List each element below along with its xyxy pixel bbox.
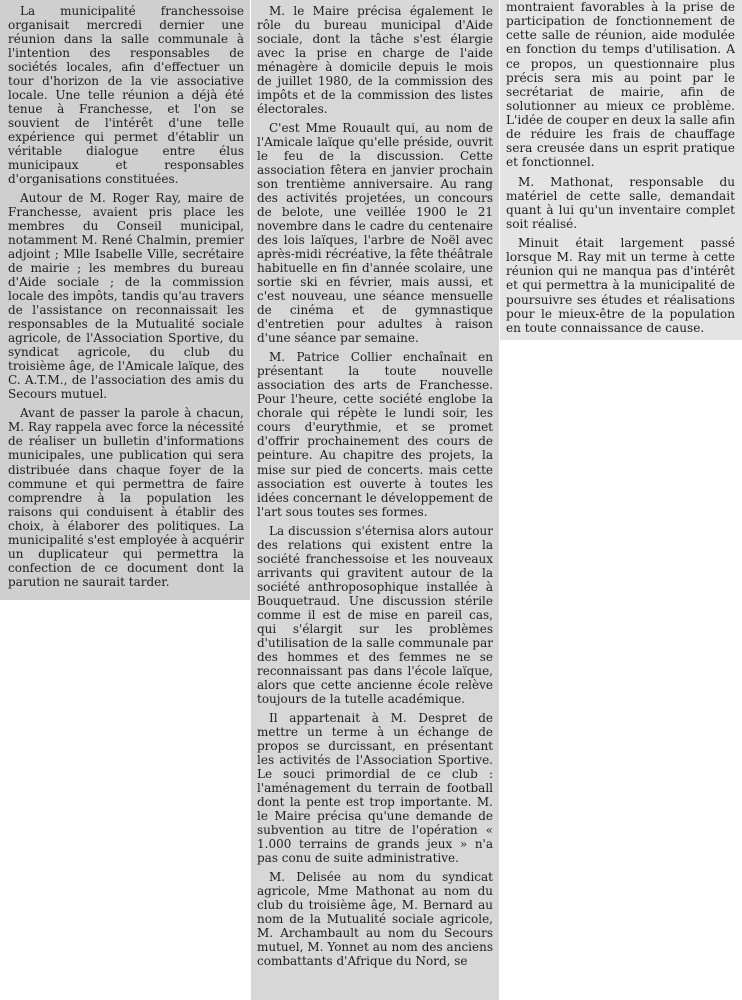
paragraph: La discussion s'éternisa alors autour des relations qui existent entre la société franchessoise et les nouveaux arrivants qui gravitent autour de la société anthroposophique installée à Bouquetraud. Une discussion stérile comme il est de mise en pareil cas, qui s'élargit sur les problèmes d'utilisation de la salle communale par des hommes et des femmes ne se reconnaissant pas dans l'école laïque, alors que cette ancienne école relève toujours de la tutelle académique. (257, 523, 493, 706)
paragraph: M. Delisée au nom du syndicat agricole, Mme Mathonat au nom du club du troisième âge, M. Bernard au nom de la Mutualité sociale agricole, M. Archambault au nom du Secours mutuel, M. Yonnet au nom des anciens combattants d'Afrique du Nord, se (257, 869, 493, 969)
article-column-1 (0, 0, 250, 600)
article-column-2 (251, 0, 499, 1000)
paragraph: Avant de passer la parole à chacun, M. Ray rappela avec force la nécessité de réaliser un bulletin d'informations municipales, une publication qui sera distribuée dans chaque foyer de la commune et qui permettra de faire comprendre à la population les raisons qui conduisent à établir des choix, à élaborer des politiques. La municipalité s'est employée à acquérir un duplicateur qui permettra la confection de ce document dont la parution ne saurait tarder. (8, 406, 244, 589)
paragraph: M. Patrice Collier enchaînait en présentant la toute nouvelle association des arts de Franchesse. Pour l'heure, cette société englobe la chorale qui répète le lundi soir, les cours d'eurythmie, et se promet d'offrir prochainement des cours de peinture. Au chapitre des projets, la mise sur pied de concerts. mais cette association est ouverte à toutes les idées concernant le développement de l'art sous toutes ses formes. (257, 350, 493, 519)
paragraph: La municipalité franchessoise organisait mercredi dernier une réunion dans la salle communale à l'intention des responsables de sociétés locales, afin d'effectuer un tour d'horizon de la vie associative locale. Une telle réunion a déjà été tenue à Franchesse, et l'on se souvient de l'intérêt d'une telle expérience qui permet d'établir un véritable dialogue entre élus municipaux et responsables d'organisations constituées. (8, 4, 244, 187)
paragraph: Il appartenait à M. Despret de mettre un terme à un échange de propos se durcissant, en présentant les activités de l'Association Sportive. Le souci primordial de ce club : l'aménagement du terrain de football dont la pente est trop importante. M. le Maire précisa qu'une demande de subvention au titre de l'opération « 1.000 terrains de grands jeux » n'a pas conu de suite administrative. (257, 710, 493, 865)
article-column-3 (500, 0, 742, 340)
paragraph: M. Mathonat, responsable du matériel de cette salle, demandait quant à lui qu'un inventaire complet soit réalisé. (506, 174, 735, 231)
paragraph: C'est Mme Rouault qui, au nom de l'Amicale laïque qu'elle préside, ouvrit le feu de la discussion. Cette association fêtera en janvier prochain son trentième anniversaire. Au rang des activités projetées, un concours de belote, une veillée 1900 le 21 novembre dans le cadre du centenaire des lois laïques, l'arbre de Noël avec après-midi récréative, la fête théâtrale habituelle en fin d'année scolaire, une sortie ski en février, mais aussi, et c'est nouveau, une séance mensuelle de cinéma et de gymnastique d'entretien pour adultes à raison d'une séance par semaine. (257, 121, 493, 346)
paragraph: M. le Maire précisa également le rôle du bureau municipal d'Aide sociale, dont la tâche s'est élargie avec la prise en charge de l'aide ménagère à domicile depuis le mois de juillet 1980, de la commission des impôts et de la commission des listes électorales. (257, 4, 493, 117)
paragraph: montraient favorables à la prise de participation de fonctionnement de cette salle de réunion, aide modulée en fonction du temps d'utilisation. A ce propos, un questionnaire plus précis sera mis au point par le secrétariat de mairie, afin de solutionner au mieux ce problème. L'idée de couper en deux la salle afin de réduire les frais de chauffage sera creusée dans un esprit pratique et fonctionnel. (506, 0, 735, 170)
paragraph: Minuit était largement passé lorsque M. Ray mit un terme à cette réunion qui ne manqua pas d'intérêt et qui permettra à la municipalité de poursuivre ses études et réalisations pour le mieux-être de la population en toute connaissance de cause. (506, 236, 735, 335)
paragraph: Autour de M. Roger Ray, maire de Franchesse, avaient pris place les membres du Conseil municipal, notamment M. René Chalmin, premier adjoint ; Mlle Isabelle Ville, secrétaire de mairie ; les membres du bureau d'Aide sociale ; de la commission locale des impôts, tandis qu'au travers de l'assistance on reconnaissait les responsables de la Mutualité sociale agricole, de l'Association Sportive, du syndicat agricole, du club du troisième âge, de l'Amicale laïque, des C. A.T.M., de l'association des amis du Secours mutuel. (8, 191, 244, 402)
